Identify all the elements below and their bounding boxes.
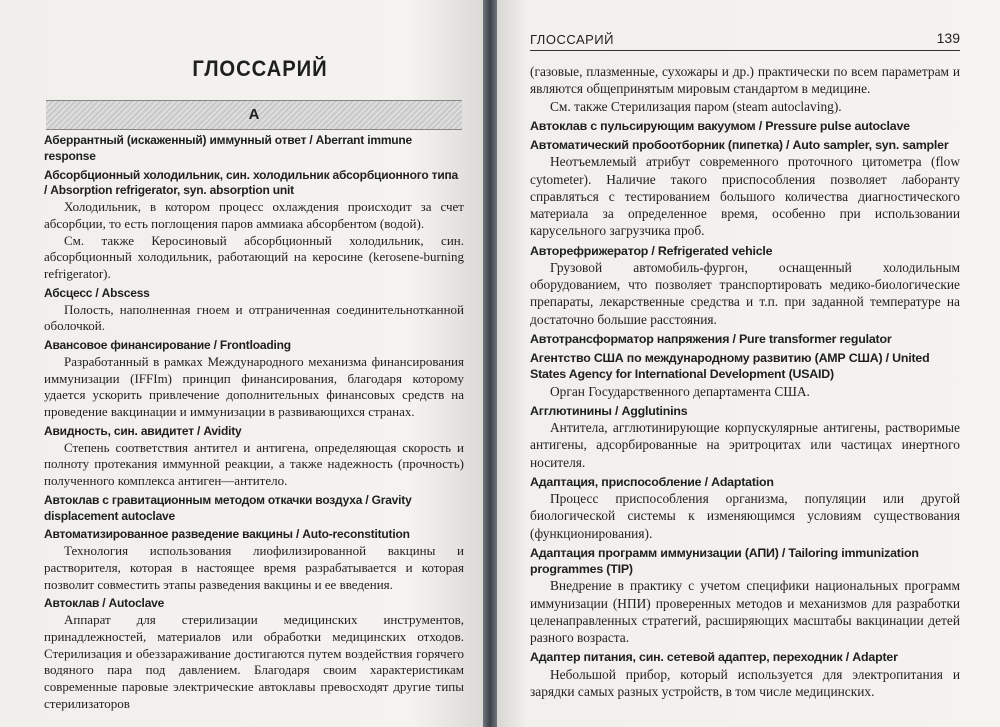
glossary-term: Автоклав с гравитационным методом откачки воздуха / Gravity displacement autoclave	[44, 492, 412, 523]
section-letter-bar: А	[46, 100, 462, 130]
glossary-definition: Грузовой автомобиль-фургон, оснащенный холодильным оборудованием, что позволяет транспортировать медико-биологические препараты, лекарственные средства и т.п. при заданной температуре на достаточно большие расстояния.	[530, 259, 960, 327]
left-glossary-column	[44, 130, 464, 713]
glossary-definition: Антитела, агглютинирующие корпускулярные антигены, растворимые антигены, адсорбированные на эритроцитах или частицах инертного носителя.	[530, 420, 960, 470]
glossary-definition: Неотъемлемый атрибут современного проточного цитометра (flow cytometer). Наличие такого приспособления позволяет лаборанту справляться с тестированием большого количества диагностического материала за определенное время, особенно при использовании карусельного загрузчика проб.	[530, 154, 960, 239]
glossary-term: Автоматический пробоотборник (пипетка) / Auto sampler, syn. sampler	[530, 138, 949, 152]
glossary-term: Адаптация программ иммунизации (АПИ) / Tailoring immunization programmes (TIP)	[530, 545, 919, 576]
glossary-term: Адаптация, приспособление / Adaptation	[530, 474, 774, 489]
glossary-term: Авторефрижератор / Refrigerated vehicle	[530, 243, 773, 258]
glossary-definition: См. также Керосиновый абсорбционный холодильник, син. абсорбционный холодильник, работающий на керосине (kerosene-burning refrigerator).	[44, 232, 464, 281]
continuation-text: (газовые, плазменные, сухожары и др.) практически по всем параметрам и являются общепринятым мировым стандартом в медицине.	[530, 64, 960, 97]
glossary-term: Авидность, син. авидитет / Avidity	[44, 423, 242, 438]
glossary-term: Абсцесс / Abscess	[44, 285, 150, 300]
glossary-term: Адаптер питания, син. сетевой адаптер, переходник / Adapter	[530, 650, 898, 665]
running-header-title: ГЛОССАРИЙ	[530, 32, 614, 47]
glossary-term: Авансовое финансирование / Frontloading	[44, 338, 291, 352]
glossary-definition: Аппарат для стерилизации медицинских инструментов, принадлежностей, материалов или обработки медицинских отходов. Стерилизация и обеззараживание достигаются путем воздействия горячего водяного пара под давлением. Благодаря своим характеристикам современные паровые электрические автоклавы превосходят другие типы стерилизаторов	[44, 612, 464, 711]
glossary-term: Автоклав с пульсирующим вакуумом / Pressure pulse autoclave	[530, 118, 910, 133]
glossary-definition: Орган Государственного департамента США.	[550, 383, 810, 399]
glossary-term: Автотрансформатор напряжения / Pure transformer regulator	[530, 331, 892, 346]
glossary-definition: Холодильник, в котором процесс охлаждения происходит за счет абсорбции, то есть поглощения паров аммиака абсорбентом (водой).	[44, 199, 464, 231]
glossary-term: Автоматизированное разведение вакцины / Auto-reconstitution	[44, 527, 410, 542]
glossary-term: Агглютинины / Agglutinins	[530, 403, 688, 418]
glossary-definition: Процесс приспособления организма, популяции или другой биологической системы к изменяющимся условиям существования (функционирования).	[530, 491, 960, 541]
continuation-see-also: См. также Стерилизация паром (steam autoclaving).	[550, 98, 842, 114]
running-header	[530, 30, 960, 51]
book-gutter	[483, 0, 497, 727]
glossary-term: Агентство США по международному развитию (АМР США) / United States Agency for International Development (USAID)	[530, 351, 930, 382]
glossary-term: Аберрантный (искаженный) иммунный ответ / Aberrant immune response	[44, 133, 413, 163]
right-glossary-column	[530, 63, 960, 700]
page-number: 139	[936, 30, 960, 46]
glossary-definition: Разработанный в рамках Международного механизма финансирования иммунизации (IFFIm) принцип финансирования, благодаря которому удается ускорить привлечение дополнительных финансовых средств на проведение вакцинации и иммунизации в развивающихся странах.	[44, 353, 464, 419]
glossary-definition: Небольшой прибор, который используется для электропитания и зарядки самых разных устройств, в том числе медицинских.	[530, 666, 960, 699]
glossary-definition: Степень соответствия антител и антигена, определяющая скорость и полноту протекания иммунной реакции, а также надежность (прочность) полученного комплекса антиген—антитело.	[44, 439, 464, 488]
glossary-definition: Внедрение в практику с учетом специфики национальных программ иммунизации (НПИ) проверенных методов и механизмов для разработки целенаправленных стратегий, расширяющих масштабы вакцинации детей разного возраста.	[530, 578, 960, 645]
page-title: ГЛОССАРИЙ	[192, 56, 328, 81]
glossary-term: Автоклав / Autoclave	[44, 596, 165, 611]
glossary-definition: Технология использования лиофилизированной вакцины и растворителя, которая в настоящее время разрабатывается и которая позволит совместить этапы разведения вакцины и ее введения.	[44, 543, 464, 592]
glossary-term: Абсорбционный холодильник, син. холодильник абсорбционного типа / Absorption refrigerator, syn. absorption unit	[44, 167, 459, 198]
glossary-definition: Полость, наполненная гноем и отграниченная соединительнотканной оболочкой.	[44, 301, 464, 334]
